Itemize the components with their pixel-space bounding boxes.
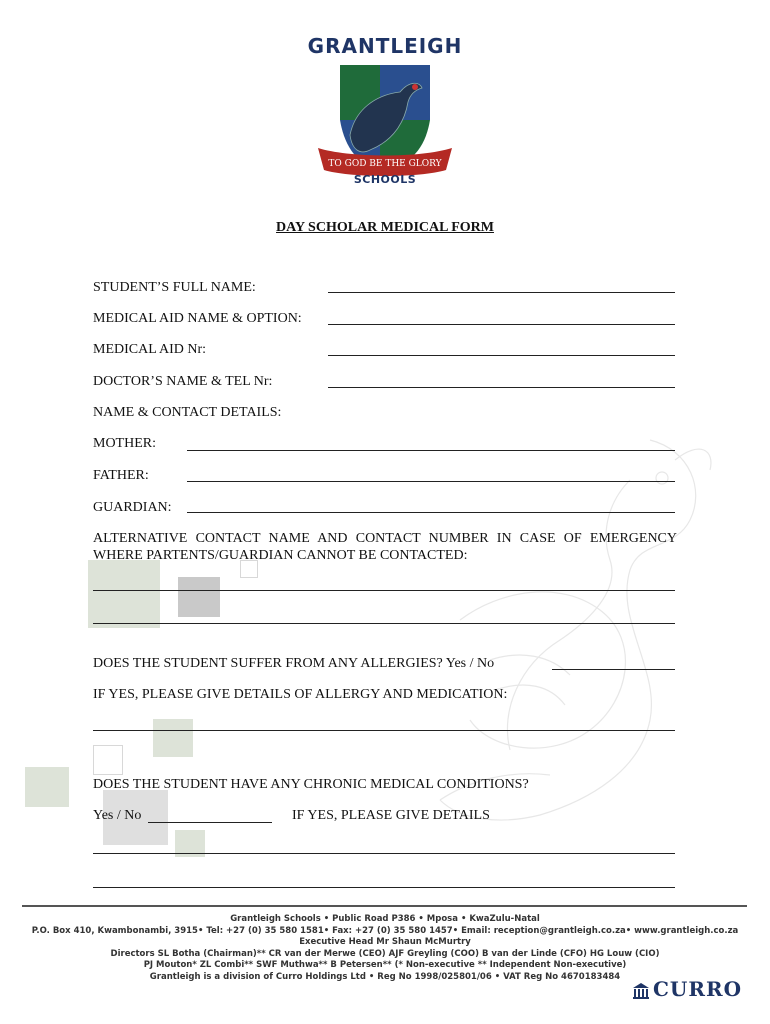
footer-executive-head: Executive Head Mr Shaun McMurtry — [299, 937, 471, 947]
footer — [0, 914, 770, 983]
building-icon — [632, 982, 650, 1000]
contacts-heading: NAME & CONTACT DETAILS: — [93, 405, 282, 420]
footer-contact: P.O. Box 410, Kwambonambi, 3915• Tel: +27 (0) 35 580 1581• Fax: +27 (0) 35 580 1457• Email: reception@grantleigh.co.za• www.grantleigh.co.za — [31, 925, 739, 936]
decorative-square — [25, 767, 69, 807]
guardian-label: GUARDIAN: — [93, 500, 172, 515]
alt-contact-field-1[interactable] — [93, 590, 675, 591]
school-crest-icon — [310, 60, 460, 185]
alt-contact-instructions: ALTERNATIVE CONTACT NAME AND CONTACT NUMBER IN CASE OF EMERGENCY WHERE PARTENTS/GUARDIAN CANNOT BE CONTACTED: — [93, 531, 677, 563]
school-logo — [300, 34, 470, 194]
footer-address: Grantleigh Schools • Public Road P386 • Mposa • KwaZulu-Natal — [230, 914, 540, 924]
allergy-details-label: IF YES, PLEASE GIVE DETAILS OF ALLERGY AND MEDICATION: — [93, 687, 508, 702]
medical-aid-field[interactable] — [328, 324, 675, 325]
student-name-field[interactable] — [328, 292, 675, 293]
alt-contact-field-2[interactable] — [93, 623, 675, 624]
mother-field[interactable] — [187, 450, 675, 451]
form-title: DAY SCHOLAR MEDICAL FORM — [276, 220, 494, 235]
chronic-answer-field[interactable] — [148, 822, 272, 823]
medical-aid-nr-field[interactable] — [328, 355, 675, 356]
logo-schools-label: SCHOOLS — [353, 173, 417, 186]
logo-motto: TO GOD BE THE GLORY — [328, 159, 442, 169]
medical-aid-nr-label: MEDICAL AID Nr: — [93, 342, 207, 357]
father-label: FATHER: — [93, 468, 149, 483]
decorative-square — [153, 719, 193, 757]
medical-aid-label: MEDICAL AID NAME & OPTION: — [93, 311, 302, 326]
doctor-field[interactable] — [328, 387, 675, 388]
student-name-label: STUDENT’S FULL NAME: — [93, 280, 256, 295]
mother-label: MOTHER: — [93, 436, 156, 451]
guardian-field[interactable] — [187, 512, 675, 513]
allergy-details-field[interactable] — [93, 730, 675, 731]
decorative-square — [178, 577, 220, 617]
father-field[interactable] — [187, 481, 675, 482]
footer-directors: Directors SL Botha (Chairman)** CR van der Merwe (CEO) AJF Greyling (COO) B van der Linde (CFO) HG Louw (CIO) — [110, 948, 660, 959]
doctor-label: DOCTOR’S NAME & TEL Nr: — [93, 374, 273, 389]
allergies-answer-field[interactable] — [552, 669, 675, 670]
footer-divider — [22, 905, 747, 907]
footer-registration: Grantleigh is a division of Curro Holdings Ltd • Reg No 1998/025801/06 • VAT Reg No 4670183484 — [149, 971, 621, 982]
chronic-details-label: IF YES, PLEASE GIVE DETAILS — [292, 808, 490, 823]
chronic-details-field-1[interactable] — [93, 853, 675, 854]
decorative-square — [93, 745, 123, 775]
chronic-details-field-2[interactable] — [93, 887, 675, 888]
logo-school-name: GRANTLEIGH — [307, 34, 463, 58]
curro-logo — [632, 977, 742, 1001]
footer-directors-2: PJ Mouton* ZL Combi** SWF Muthwa** B Petersen** (* Non-executive ** Independent Non-executive) — [143, 960, 627, 970]
allergies-question: DOES THE STUDENT SUFFER FROM ANY ALLERGIES? Yes / No — [93, 656, 495, 671]
chronic-question: DOES THE STUDENT HAVE ANY CHRONIC MEDICAL CONDITIONS? — [93, 777, 529, 792]
decorative-square — [88, 560, 160, 628]
chronic-yes-no-label: Yes / No — [93, 808, 142, 823]
curro-logo-text: CURRO — [653, 977, 743, 1001]
